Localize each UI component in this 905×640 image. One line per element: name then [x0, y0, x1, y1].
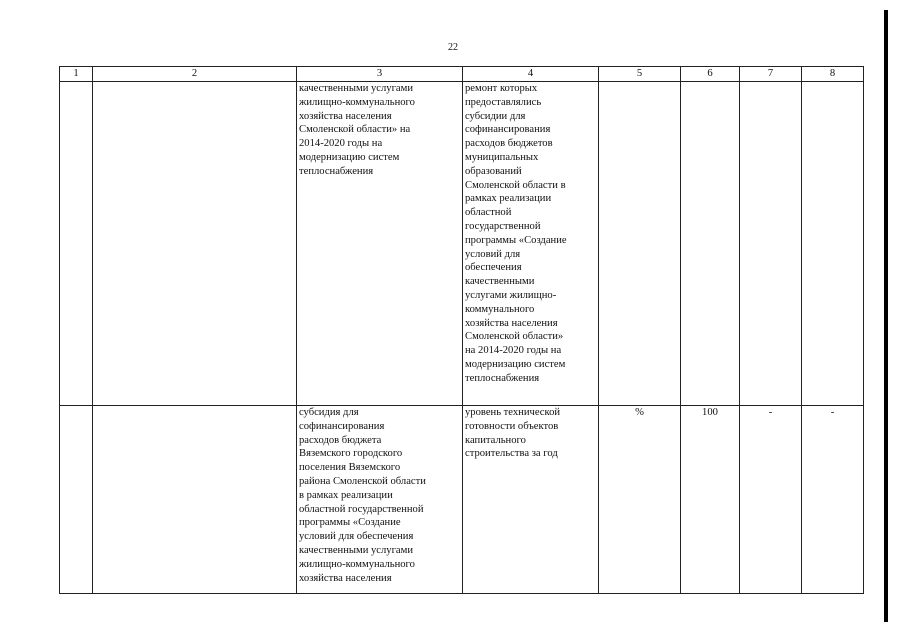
header-cell-8: 8 [802, 67, 864, 82]
scan-edge-bar [884, 10, 888, 622]
row1-col3-description: качественными услугами жилищно-коммунального хозяйства населения Смоленской области» на 2014-2020 годы на модернизацию систем теплоснабжения [297, 82, 463, 406]
row2-col7: - [740, 406, 802, 594]
row2-col2 [93, 406, 297, 594]
header-cell-1: 1 [60, 67, 93, 82]
row2-col4-indicator: уровень технической готовности объектов капитального строительства за год [463, 406, 599, 594]
table-row [60, 82, 864, 406]
header-cell-4: 4 [463, 67, 599, 82]
row1-col6-value [681, 82, 740, 406]
header-cell-7: 7 [740, 67, 802, 82]
row1-col7 [740, 82, 802, 406]
header-cell-3: 3 [297, 67, 463, 82]
row2-col3-description: субсидия для софинансирования расходов бюджета Вяземского городского поселения Вяземского района Смоленской области в рамках реализации областной государственной программы «Создание условий для обеспечения качественными услугами жилищно-коммунального хозяйства населения [297, 406, 463, 594]
table-row [60, 406, 864, 594]
row1-col4-indicator: ремонт которых предоставлялись субсидии для софинансирования расходов бюджетов муниципальных образований Смоленской области в рамках реализации областной государственной программы «Создание условий для обеспечения качественными услугами жилищно- коммунального хозяйства населения Смоленской области» на 2014-2020 годы на модернизацию систем теплоснабжения [463, 82, 599, 406]
row1-col1 [60, 82, 93, 406]
program-table [59, 66, 864, 594]
header-cell-5: 5 [599, 67, 681, 82]
row2-col6-value: 100 [681, 406, 740, 594]
header-row [60, 67, 864, 82]
row2-col1 [60, 406, 93, 594]
row2-col8: - [802, 406, 864, 594]
page-number: 22 [448, 42, 458, 53]
row1-col8 [802, 82, 864, 406]
header-cell-2: 2 [93, 67, 297, 82]
row1-col5-unit [599, 82, 681, 406]
header-cell-6: 6 [681, 67, 740, 82]
row1-col2 [93, 82, 297, 406]
row2-col5-unit: % [599, 406, 681, 594]
